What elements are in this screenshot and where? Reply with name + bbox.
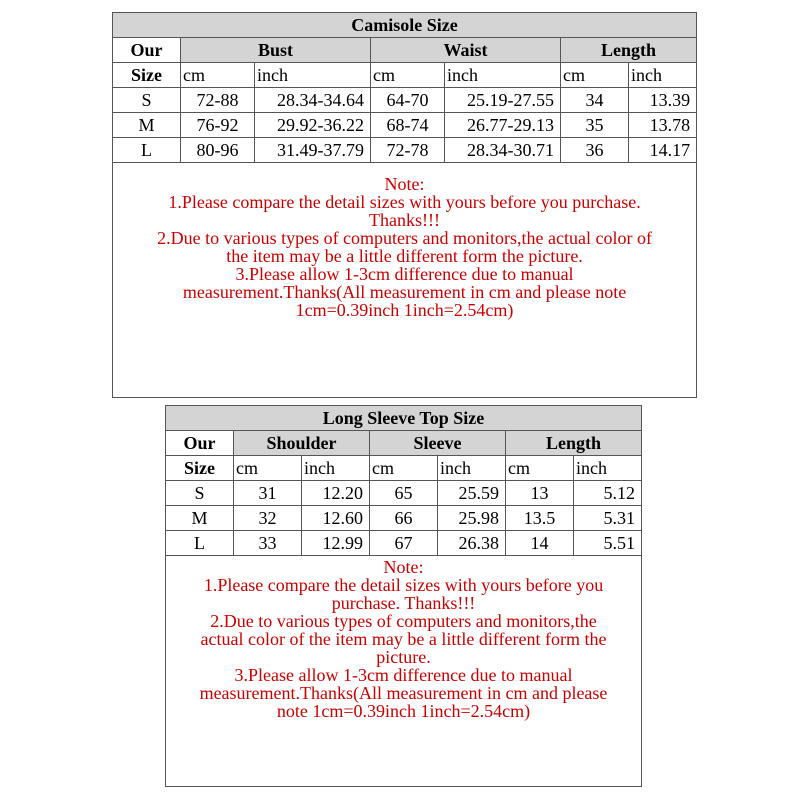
size-cell: S (113, 88, 181, 113)
size-cell: S (166, 481, 234, 506)
length-header: Length (561, 38, 697, 63)
value-cell: 12.99 (302, 531, 370, 556)
shoulder-header: Shoulder (234, 431, 370, 456)
value-cell: 72-88 (181, 88, 255, 113)
value-cell: 65 (370, 481, 438, 506)
unit-cm: cm (561, 63, 629, 88)
table-row (166, 481, 642, 506)
value-cell: 72-78 (371, 138, 445, 163)
note-line: actual color of the item may be a little different form the (200, 629, 607, 649)
value-cell: 28.34-34.64 (255, 88, 371, 113)
value-cell: 29.92-36.22 (255, 113, 371, 138)
value-cell: 67 (370, 531, 438, 556)
value-cell: 33 (234, 531, 302, 556)
size-header-bottom: Size (166, 456, 234, 481)
unit-cm: cm (181, 63, 255, 88)
value-cell: 14.17 (629, 138, 697, 163)
note-line: Note: (383, 557, 424, 577)
unit-cm: cm (371, 63, 445, 88)
note-line: the item may be a little different form the picture. (226, 246, 583, 266)
note-line: 1cm=0.39inch 1inch=2.54cm) (295, 300, 514, 320)
value-cell: 31 (234, 481, 302, 506)
note-line: Thanks!!! (369, 210, 441, 230)
unit-cm: cm (234, 456, 302, 481)
table-row (113, 138, 697, 163)
value-cell: 13 (506, 481, 574, 506)
camisole-size-table (112, 12, 697, 398)
length-header: Length (506, 431, 642, 456)
value-cell: 26.77-29.13 (445, 113, 561, 138)
bust-header: Bust (181, 38, 371, 63)
size-cell: M (113, 113, 181, 138)
size-header-bottom: Size (113, 63, 181, 88)
note-line: purchase. Thanks!!! (331, 593, 476, 613)
size-header-top: Our (113, 38, 181, 63)
value-cell: 34 (561, 88, 629, 113)
unit-inch: inch (255, 63, 371, 88)
value-cell: 25.59 (438, 481, 506, 506)
value-cell: 76-92 (181, 113, 255, 138)
note-line: Note: (384, 174, 425, 194)
long-sleeve-note (166, 556, 642, 787)
value-cell: 25.98 (438, 506, 506, 531)
value-cell: 68-74 (371, 113, 445, 138)
unit-inch: inch (629, 63, 697, 88)
note-line: picture. (376, 647, 431, 667)
note-line: 3.Please allow 1-3cm difference due to manual (235, 264, 574, 284)
value-cell: 31.49-37.79 (255, 138, 371, 163)
note-line: note 1cm=0.39inch 1inch=2.54cm) (276, 701, 531, 721)
size-cell: L (166, 531, 234, 556)
waist-header: Waist (371, 38, 561, 63)
camisole-title: Camisole Size (113, 13, 697, 38)
note-line: 1.Please compare the detail sizes with yours before you purchase. (168, 192, 641, 212)
value-cell: 28.34-30.71 (445, 138, 561, 163)
value-cell: 80-96 (181, 138, 255, 163)
table-row (113, 113, 697, 138)
note-line: measurement.Thanks(All measurement in cm and please (199, 683, 608, 703)
sleeve-header: Sleeve (370, 431, 506, 456)
table-row (166, 506, 642, 531)
value-cell: 36 (561, 138, 629, 163)
value-cell: 12.60 (302, 506, 370, 531)
table-row (166, 531, 642, 556)
value-cell: 5.12 (574, 481, 642, 506)
long-sleeve-title: Long Sleeve Top Size (166, 406, 642, 431)
unit-cm: cm (370, 456, 438, 481)
table-row (113, 88, 697, 113)
size-cell: M (166, 506, 234, 531)
note-line: 1.Please compare the detail sizes with yours before you (203, 575, 604, 595)
value-cell: 66 (370, 506, 438, 531)
unit-inch: inch (445, 63, 561, 88)
value-cell: 26.38 (438, 531, 506, 556)
size-header-top: Our (166, 431, 234, 456)
long-sleeve-size-table (165, 405, 642, 787)
note-line: 2.Due to various types of computers and monitors,the (210, 611, 597, 631)
value-cell: 13.5 (506, 506, 574, 531)
note-line: 3.Please allow 1-3cm difference due to manual (234, 665, 573, 685)
note-line: 2.Due to various types of computers and monitors,the actual color of (157, 228, 652, 248)
note-line: measurement.Thanks(All measurement in cm and please note (182, 282, 627, 302)
unit-inch: inch (302, 456, 370, 481)
value-cell: 25.19-27.55 (445, 88, 561, 113)
value-cell: 13.39 (629, 88, 697, 113)
value-cell: 64-70 (371, 88, 445, 113)
value-cell: 35 (561, 113, 629, 138)
value-cell: 32 (234, 506, 302, 531)
unit-inch: inch (438, 456, 506, 481)
unit-cm: cm (506, 456, 574, 481)
value-cell: 14 (506, 531, 574, 556)
value-cell: 13.78 (629, 113, 697, 138)
value-cell: 5.51 (574, 531, 642, 556)
value-cell: 12.20 (302, 481, 370, 506)
camisole-note (113, 163, 697, 398)
unit-inch: inch (574, 456, 642, 481)
value-cell: 5.31 (574, 506, 642, 531)
size-cell: L (113, 138, 181, 163)
